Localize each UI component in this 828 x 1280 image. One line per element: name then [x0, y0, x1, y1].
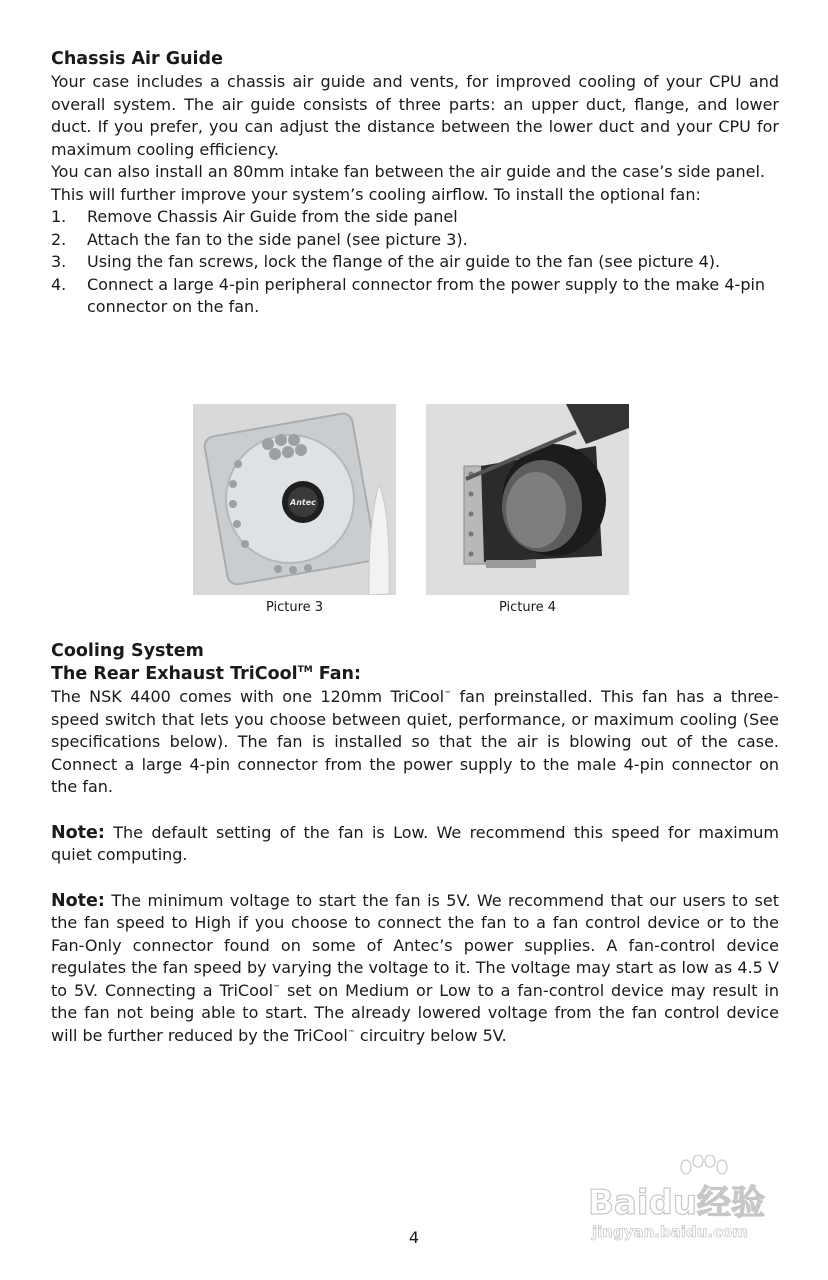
watermark-brand: Baidu经验 — [588, 1183, 766, 1223]
intake-fan-paragraph: You can also install an 80mm intake fan between the air guide and the case’s side panel. This will further improve your system’s cooling airflow. To install the optional fan: — [51, 162, 766, 204]
picture-4-caption: Picture 4 — [498, 600, 557, 615]
list-item: 2. Attach the fan to the side panel (see picture 3). — [51, 229, 468, 249]
subtitle-rear-exhaust: The Rear Exhaust TriCool™ Fan: — [51, 664, 362, 684]
tricool-paragraph: The NSK 4400 comes with one 120mm TriCool™ fan preinstalled. This fan has a three-speed switch that lets you choose between quiet, performance, or maximum cooling (See specifications below). The fan is installed so that the air is blowing out of the case. Connect a large 4-pin connector from the power supply to the male 4-pin connector on the fan. — [51, 687, 780, 796]
section-title-cooling: Cooling System — [51, 641, 204, 661]
antec-logo: Antec — [290, 498, 316, 507]
list-item: 4. Connect a large 4-pin peripheral connector from the power supply to the make 4-pin connector on the fan. — [51, 274, 766, 316]
picture-3-caption: Picture 3 — [265, 600, 324, 615]
list-item: 3. Using the fan screws, lock the flange of the air guide to the fan (see picture 4). — [51, 252, 721, 271]
air-guide-paragraph: Your case includes a chassis air guide and vents, for improved cooling of your CPU and overall system. The air guide consists of three parts: an upper duct, flange, and lower duct. If you prefer, you can adjust the distance between the lower duct and your CPU for maximum cooling efficiency. — [51, 72, 779, 159]
picture-4-air-guide-photo — [426, 404, 629, 595]
note-default-setting: Note: The default setting of the fan is Low. We recommend this speed for maximum quiet computing. — [51, 822, 779, 864]
pictures-row — [51, 404, 779, 614]
cooling-section — [51, 640, 779, 1047]
document-page — [51, 48, 780, 1045]
install-steps-list — [51, 206, 779, 319]
picture-3-fan-photo — [193, 404, 396, 595]
watermark-url: jingyan.baidu.com — [592, 1223, 748, 1241]
list-item: 1. Remove Chassis Air Guide from the side panel — [51, 207, 458, 226]
section-title-air-guide: Chassis Air Guide — [51, 49, 223, 69]
page-number: 4 — [408, 1228, 420, 1247]
note-minimum-voltage: Note: The minimum voltage to start the fan is 5V. We recommend that our users to set the fan speed to High if you choose to connect the fan to a fan control device or to the Fan-Only connector found on some of Antec’s power supplies. A fan-control device regulates the fan speed by varying the voltage to it. The voltage may start as low as 4.5 V to 5V. Connecting a TriCool™ set on Medium or Low to a fan-control device may result in the fan not being able to start. The already lowered voltage from the fan control device will be further reduced by the TriCool™ circuitry below 5V. — [51, 890, 779, 1045]
